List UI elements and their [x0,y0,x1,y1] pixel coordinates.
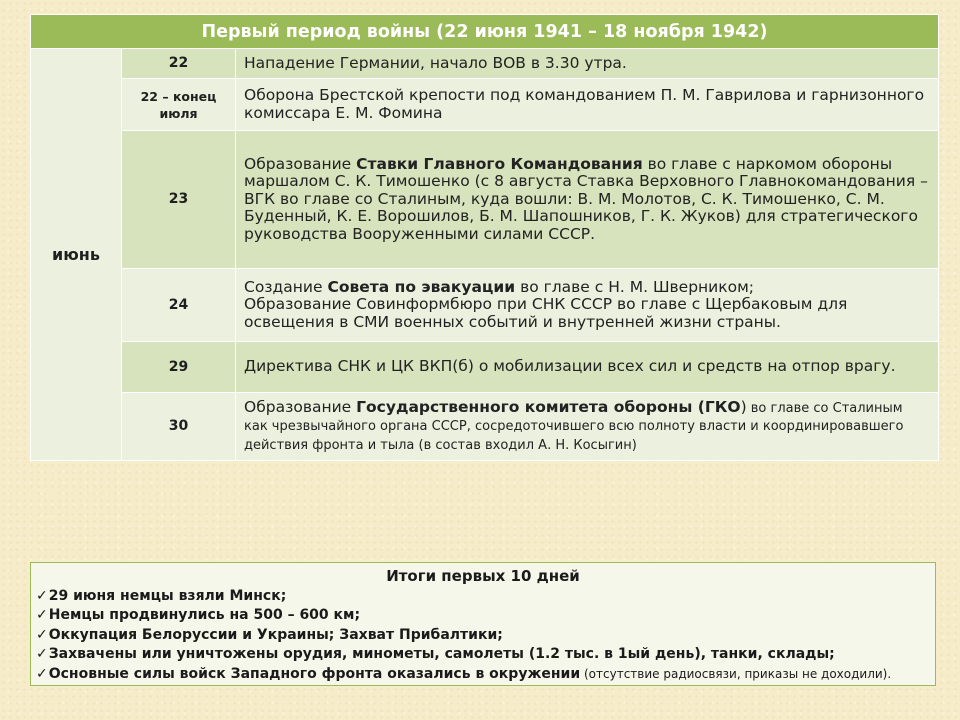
event-description [236,393,939,461]
event-date: 29 [122,342,236,393]
event-text: во главе со Сталиным как чрезвычайного органа СССР, сосредоточившего всю полноту власти и координировавшего действия фронта и тыла (в состав входил А. Н. Косыгин) [244,400,904,453]
table-row [31,269,939,342]
summary-item-note: (отсутствие радиосвязи, приказы не доходили). [580,666,892,681]
event-description [236,49,939,79]
event-description [236,131,939,269]
event-text: Образование [244,154,357,173]
table-title: Первый период войны (22 июня 1941 – 18 ноября 1942) [31,15,939,49]
checkmark-icon: ✓ [36,646,48,663]
checkmark-icon: ✓ [36,588,48,604]
checkmark-icon: ✓ [36,665,48,682]
event-date: 24 [122,269,236,342]
event-text: Образование Совинформбюро при СНК СССР во главе с Щербаковым для освещения в СМИ военных событий и внутренней жизни страны. [244,295,848,331]
event-highlight-text: Ставки Главного Командования [356,154,643,173]
table-title-row [31,15,939,49]
event-date: 23 [122,131,236,269]
event-description [236,79,939,131]
list-item [36,606,930,625]
list-item [36,587,930,606]
event-text: во главе с наркомом обороны маршалом С. К. Тимошенко (с 8 августа Ставка Верховного Главнокомандования – ВГК во главе со Сталиным, куда вошли: В. М. Молотов, С. К. Тимошенко, С. М. Буденный, К. Е. Ворошилов, Б. М. Шапошников, Г. К. Жуков) для стратегического руководства Вооруженными силами СССР. [244,154,928,243]
summary-box [30,562,936,686]
event-date: 22 – конец июля [122,79,236,131]
checkmark-icon: ✓ [36,626,48,643]
table-row [31,79,939,131]
event-description [236,269,939,342]
summary-item-text: Оккупация Белоруссии и Украины; Захват Прибалтики; [48,626,503,643]
summary-item-text: Захвачены или уничтожены орудия, минометы, самолеты (1.2 тыс. в 1ый день), танки, склады; [48,646,835,663]
event-highlight-text: Государственного комитета обороны (ГКО [356,397,741,416]
event-text: Образование [244,397,357,416]
table-row [31,49,939,79]
event-date: 22 [122,49,236,79]
summary-item-text: 29 июня немцы взяли Минск; [48,588,287,604]
table-row [31,131,939,269]
summary-item-text: Основные силы войск Западного фронта оказались в окружении [48,665,581,682]
summary-item-text: Немцы продвинулись на 500 – 600 км; [48,607,361,624]
event-text: Оборона Брестской крепости под командованием П. М. Гаврилова и гарнизонного комиссара Е. М. Фомина [244,85,925,122]
event-text: Создание [244,277,328,296]
list-item [36,665,930,684]
event-text: Директива СНК и ЦК ВКП(б) о мобилизации всех сил и средств на отпор врагу. [244,357,896,376]
list-item [36,645,930,664]
table-row [31,342,939,393]
month-label: июнь [31,49,122,461]
checkmark-icon: ✓ [36,607,48,624]
event-highlight-text: Совета по эвакуации [327,277,516,296]
events-table [30,14,939,461]
event-text: ) [740,397,747,416]
event-text: Нападение Германии, начало ВОВ в 3.30 утра. [244,53,627,72]
summary-list [36,587,930,684]
table-row [31,393,939,461]
summary-title: Итоги первых 10 дней [386,567,580,585]
event-date: 30 [122,393,236,461]
event-description [236,342,939,393]
event-text: во главе с Н. М. Шверником; [515,277,754,296]
list-item [36,626,930,645]
